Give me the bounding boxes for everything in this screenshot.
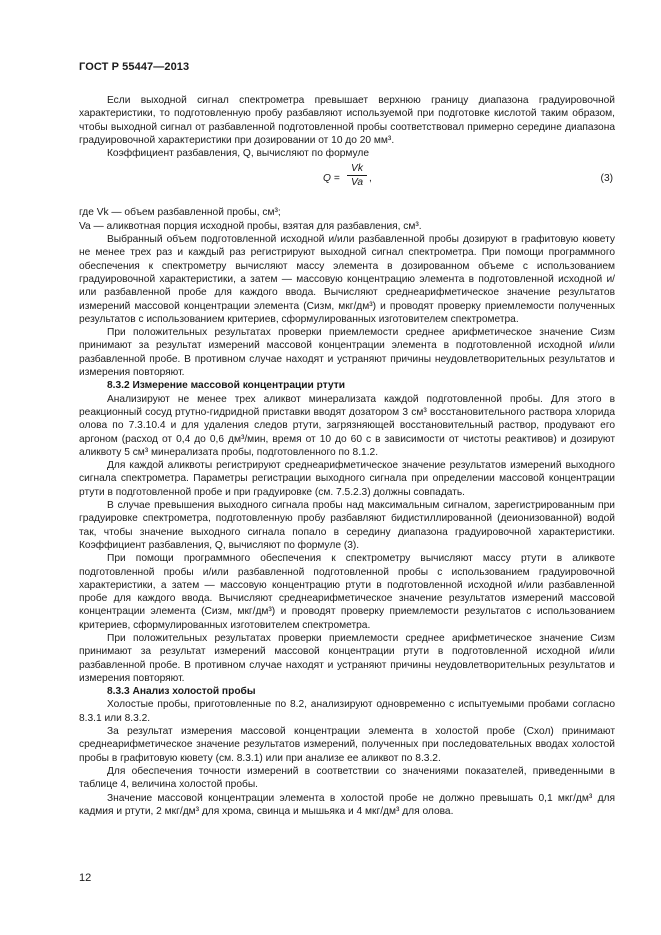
paragraph-blank-samples: Холостые пробы, приготовленные по 8.2, анализируют одновременно с испытуемыми пробами согласно 8.3.1 или 8.3.2.	[79, 699, 615, 724]
paragraph-mercury-acceptance: При положительных результатах проверки приемлемости среднее арифметическое значение Cизм принимают за результат измерений массовой концентрации ртути в подготовленной исходной и/или разбавленной пробе. В противном случае находят и устраняют причины неудовлетворительных результатов и измерения повторяют.	[79, 632, 615, 684]
paragraph-coefficient-intro: Коэффициент разбавления, Q, вычисляют по формуле	[107, 148, 369, 160]
paragraph-blank-accuracy: Для обеспечения точности измерений в соответствии со значениями показателей, приведенными в таблице 4, величина холостой пробы.	[79, 765, 615, 791]
paragraph-acceptance: При положительных результатах проверки приемлемости среднее арифметическое значение Cизм принимают за результат измерений массовой концентрации элемента в подготовленной исходной и/или разбавленной пробе. В противном случае находят и устраняют причины неудовлетворительных результатов и измерения повторяют.	[79, 327, 615, 379]
document-header: ГОСТ Р 55447—2013	[79, 61, 190, 73]
section-heading-8-3-2: 8.3.2 Измерение массовой концентрации ртути	[107, 380, 345, 392]
paragraph-dosing: Выбранный объем подготовленной исходной и/или разбавленной пробы дозируют в графитовую кювету не менее трех раз и каждый раз регистрируют выходной сигнал спектрометра. При помощи программного обеспечения к спектрометру вычисляют массу элемента в дозированном объеме с использованием градуировочной характеристики, а затем — массовую концентрацию элемента в подготовленной исходной и/или разбавленной пробе для каждого ввода. Вычисляют среднеарифметическое значение результатов измерений массовой концентрации элемента (Cизм, мкг/дм³) и проводят проверку приемлемости полученных результатов с использованием критериев, сформулированных изготовителем спектрометра.	[79, 234, 615, 325]
paragraph-mercury-aliquots: Анализируют не менее трех аликвот минерализата каждой подготовленной пробы. Для этого в реакционный сосуд ртутно-гидридной приставки вводят дозатором 3 см³ восстановительного раствора хлорида олова по 7.3.10.4 и для удаления следов ртути, загрязняющей восстановительный раствор, продувают его аргоном (расход от 0,4 до 0,6 дм³/мин, время от 10 до 60 с в зависимости от чистоты реактивов) и дозируют аликвоту 5 см³ минерализата пробы, подготовленного по 8.1.2.	[79, 393, 615, 458]
paragraph-mercury-signal: Для каждой аликвоты регистрируют среднеарифметическое значение результатов измерений выходного сигнала спектрометра. Параметры регистрации выходного сигнала при определении массовой концентрации ртути в подготовленной пробе и при градуировке (см. 7.5.2.3) должны совпадать.	[79, 460, 615, 498]
document-body	[79, 94, 615, 818]
where-vk: где Vk — объем разбавленной пробы, см³;	[79, 207, 281, 219]
paragraph-blank-limits: Значение массовой концентрации элемента в холостой пробе не должно превышать 0,1 мкг/дм³ для кадмия и ртути, 2 мкг/дм³ для хрома, свинца и мышьяка и 4 мкг/дм³ для олова.	[79, 792, 615, 817]
where-va: Va — аликвотная порция исходной пробы, взятая для разбавления, см³.	[79, 220, 422, 232]
paragraph-blank-result: За результат измерения массовой концентрации элемента в холостой пробе (Cхол) принимают среднеарифметическое значение результатов измерений, полученных при последовательных вводах холостой пробы в графитовую кювету (см. 8.3.1) или при анализе ее аликвот по 8.3.2.	[79, 726, 615, 764]
formula-numerator: Vk	[347, 162, 367, 176]
formula-denominator: Va	[350, 177, 364, 189]
page-number: 12	[79, 872, 92, 884]
section-heading-8-3-3: 8.3.3 Анализ холостой пробы	[107, 686, 256, 698]
formula-comma: ,	[369, 173, 372, 185]
formula-number: (3)	[600, 173, 613, 185]
formula-fraction	[347, 162, 367, 189]
formula-3	[79, 162, 615, 206]
paragraph-dilution: Если выходной сигнал спектрометра превышает верхнюю границу диапазона градуировочной характеристики, то подготовленную пробу разбавляют используемой при подготовке кислотой таким образом, чтобы выходной сигнал от разбавленной подготовленной пробы соответствовал примерно середине диапазона градуировочной характеристики при дозировании от 10 до 20 мм³.	[79, 95, 615, 146]
paragraph-mercury-dilution: В случае превышения выходного сигнала пробы над максимальным сигналом, зарегистрированным при градуировке спектрометра, подготовленную пробу разбавляют бидистиллированной (деионизованной) водой так, чтобы значение выходного сигнала попало в середину диапазона градуировочной характеристики. Коэффициент разбавления, Q, вычисляют по формуле (3).	[79, 500, 615, 551]
formula-lhs: Q =	[323, 173, 340, 185]
paragraph-mercury-calc: При помощи программного обеспечения к спектрометру вычисляют массу ртути в аликвоте подготовленной пробы и/или разбавленной подготовленной пробы с использованием градуировочной характеристики, а затем — массовую концентрацию ртути в подготовленной исходной и/или разбавленной пробе для каждого ввода. Вычисляют среднеарифметическое значение результатов измерений массовой концентрации элемента (Cизм, мкг/дм³) и проводят проверку приемлемости результатов с использованием критериев, сформулированных изготовителем спектрометра.	[79, 553, 615, 631]
